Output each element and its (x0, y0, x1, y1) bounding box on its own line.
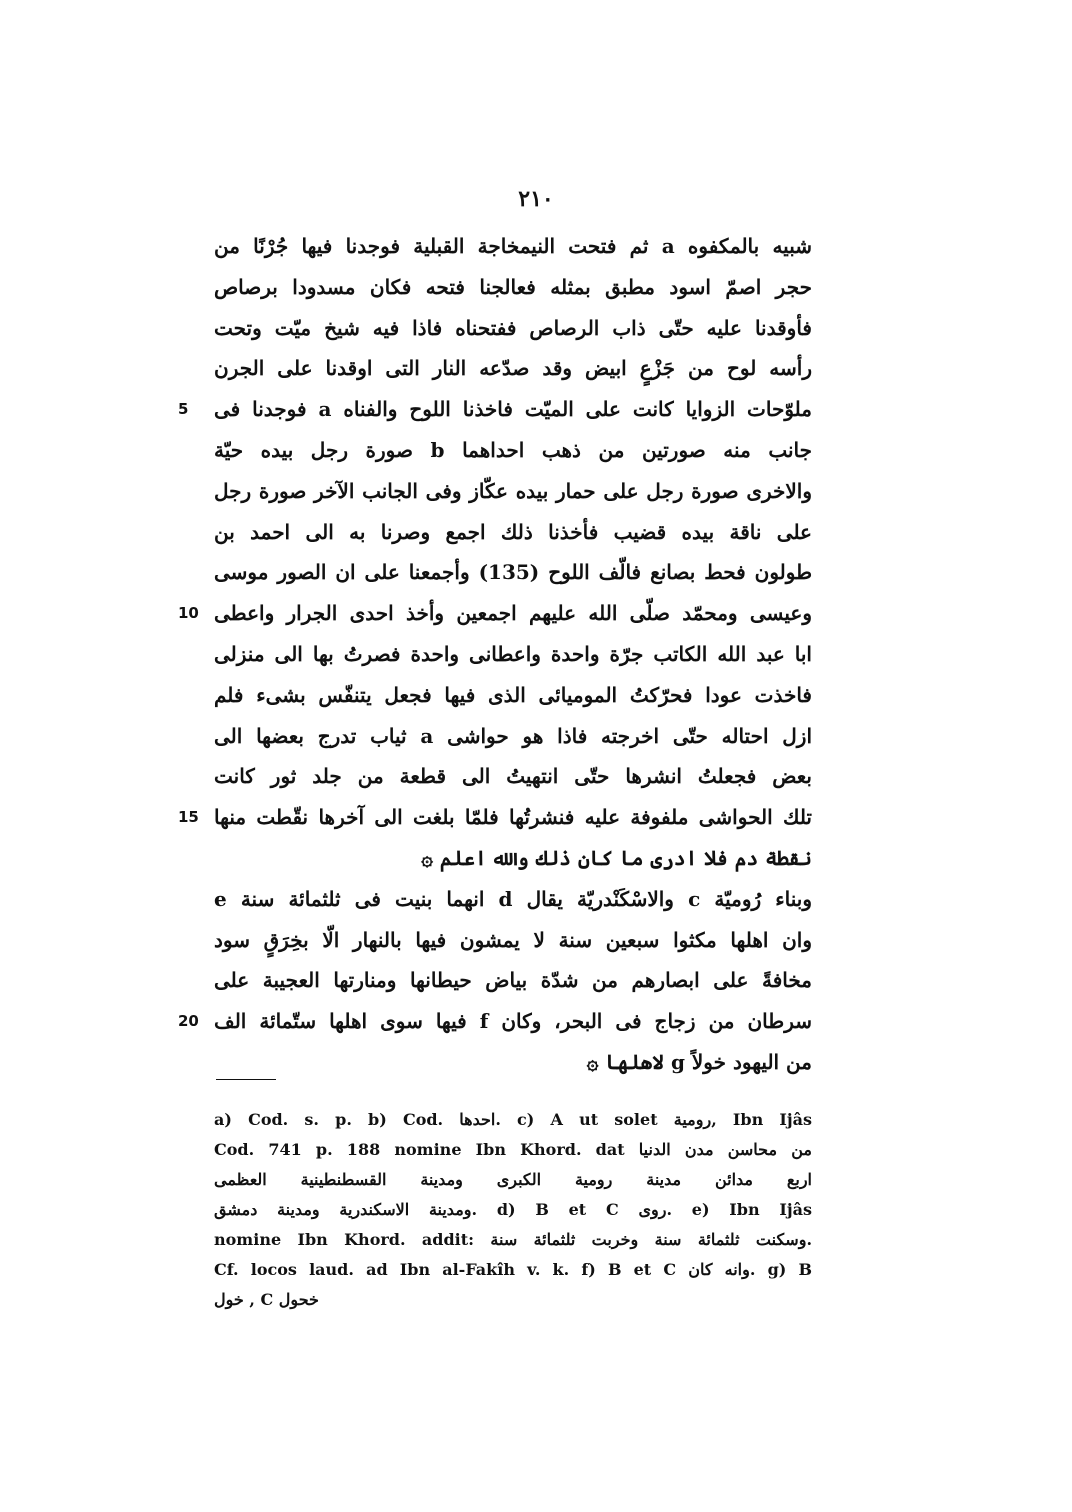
text-line (214, 838, 812, 879)
line-number: 15 (178, 808, 199, 827)
line-text: ملوّحات الزوايا كانت على الميّت فاخذنا اللوح والفناه a فوجدنا فى (214, 397, 813, 422)
text-line (178, 797, 812, 838)
line-text: رأسه لوح من جَزْعٍ ابيض وقد صدّعه النار التى اوقدنا على الجرن (214, 356, 812, 381)
line-text: سرطان من زجاج فى البحر، وكان f فيها سوى اهلها ستّمائة الف (214, 1009, 812, 1034)
line-text: على ناقة بيده قضيب فأخذنا ذلك اجمع وصرنا به الى احمد بن (214, 519, 812, 544)
text-line (214, 552, 812, 593)
line-number: 5 (178, 400, 189, 419)
footnote-line: خول , C خحول (214, 1290, 319, 1309)
line-text: طولون فحط بصانع فالّف اللوح (135) وأجمعنا على ان الصور موسى (214, 560, 812, 585)
footnote-line: Cod. 741 p. 188 nomine Ibn Khord. dat من محاسن مدن الدنيا (214, 1140, 812, 1159)
footnote-rule (216, 1079, 276, 1080)
text-line (178, 389, 813, 430)
footnote-line: a) Cod. s. p. b) Cod. احدها. c) A ut solet رومية, Ibn Ijâs (214, 1110, 813, 1129)
footnote-line: Cf. locos laud. ad Ibn al-Fakîh v. k. f) B et C وانه كان. g) B (214, 1260, 812, 1279)
line-number: 20 (178, 1012, 199, 1031)
line-text: وبناء رُوميّة c والاسْكَنْدريّة يقال d انهما بنيت فى ثلثمائة سنة e (214, 886, 812, 911)
text-line (214, 267, 812, 308)
line-text: تلك الحواشى ملفوفة عليه فنشرتُها فلمّا بلغت الى آخرها نقّطت منها (214, 805, 812, 830)
line-text: ازل احتاله حتّى اخرجته فاذا هو حواشى a ثياب تدرج بعضها الى (214, 723, 813, 748)
text-line (214, 675, 812, 716)
line-text: والاخرى صورة رجل على حمار بيده عكّاز وفى الجانب الآخر صورة رجل (214, 478, 812, 503)
text-line (214, 226, 812, 267)
text-line (214, 471, 812, 512)
text-line (214, 1042, 812, 1083)
page-number: ٢١٠ (518, 186, 554, 212)
line-text: جانب منه صورتين من ذهب احداهما b صورة رجل بيده حيّة (214, 437, 813, 462)
line-text: ابا عبد الله الكاتب جرّة واحدة واعطانى واحدة فصرتُ بها الى منزلى (214, 641, 812, 666)
footnote-line: اربع مدائن مدينة رومية الكبرى ومدينة القسطنطينية العظمى (214, 1170, 812, 1189)
text-line (214, 756, 812, 797)
text-line (178, 593, 812, 634)
text-line (214, 430, 812, 471)
text-line (214, 960, 812, 1001)
line-text: بعض فجعلتُ انشرها حتّى انتهيتُ الى قطعة من جلد ثور كانت (214, 764, 812, 789)
text-line (214, 512, 812, 553)
text-line (214, 634, 812, 675)
line-text: فأوقدنا عليه حتّى ذاب الرصاص ففتحناه فاذا فيه شيخ ميّت وتحت (214, 315, 812, 340)
footnotes (214, 1105, 812, 1315)
text-line (214, 308, 812, 349)
line-text: نقطة دم فلا ادرى ما كان ذلك والله اعلم ۞ (421, 845, 812, 870)
line-text: من اليهود خولاً g لاهلها ۞ (586, 1049, 812, 1074)
text-line (214, 879, 812, 920)
footnote-line: nomine Ibn Khord. addit: وسكنت ثلثمائة سنة وخربت ثلثمائة سنة. (214, 1230, 813, 1249)
text-line (214, 348, 812, 389)
text-line (178, 1001, 812, 1042)
line-text: وان اهلها مكثوا سبعين سنة لا يمشون فيها بالنهار الّا بخِرَقٍ سود (214, 927, 812, 952)
text-line (214, 920, 812, 961)
body-text (178, 226, 813, 1083)
line-text: مخافةً على ابصارهم من شدّة بياض حيطانها ومنارتها العجيبة على (214, 968, 812, 993)
line-number: 10 (178, 604, 199, 623)
line-text: شبيه بالمكفوه a ثم فتحت النيمخاجة القبلية فوجدنا فيها جُرْنًا من (214, 234, 812, 258)
line-text: حجر اصمّ اسود مطبق بمثله فعالجنا فتحه فكان مسدودا برصاص (214, 274, 812, 299)
text-line (214, 716, 812, 757)
footnote-line: ومدينة الاسكندرية ومدينة دمشق. d) B et C روى. e) Ibn Ijâs (214, 1200, 812, 1219)
line-text: فاخذت عودا فحرّكتُ الموميائى الذى فيها فجعل يتنفّس بشىء فلم (214, 682, 812, 707)
line-text: وعيسى ومحمّد صلّى الله عليهم اجمعين وأخذ احدى الجرار واعطى (214, 601, 812, 626)
